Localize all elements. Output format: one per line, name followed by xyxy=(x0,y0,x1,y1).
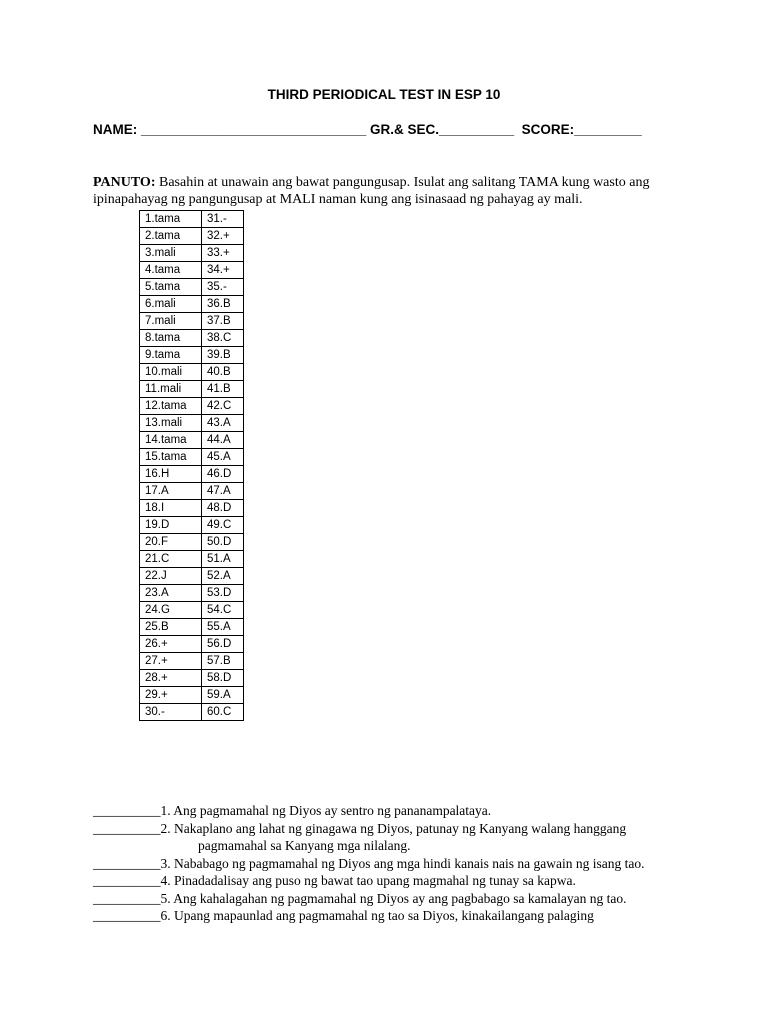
instructions-label: PANUTO: xyxy=(93,175,156,190)
answer-cell-right: 31.- xyxy=(202,211,244,228)
answer-cell-left: 25.B xyxy=(140,619,202,636)
answer-cell-right: 36.B xyxy=(202,296,244,313)
table-row xyxy=(140,381,244,398)
answer-cell-left: 18.I xyxy=(140,500,202,517)
answer-cell-right: 45.A xyxy=(202,449,244,466)
answer-cell-right: 46.D xyxy=(202,466,244,483)
answer-cell-right: 34.+ xyxy=(202,262,244,279)
table-row xyxy=(140,670,244,687)
answer-cell-right: 54.C xyxy=(202,602,244,619)
answer-cell-left: 10.mali xyxy=(140,364,202,381)
table-row xyxy=(140,517,244,534)
table-row xyxy=(140,211,244,228)
table-row xyxy=(140,415,244,432)
table-row xyxy=(140,296,244,313)
answer-cell-right: 42.C xyxy=(202,398,244,415)
question-item: __________3. Nababago ng pagmamahal ng Diyos ang mga hindi kanais nais na gawain ng isang tao. xyxy=(93,855,645,871)
answer-cell-right: 50.D xyxy=(202,534,244,551)
table-row xyxy=(140,262,244,279)
answer-cell-right: 52.A xyxy=(202,568,244,585)
answer-cell-right: 49.C xyxy=(202,517,244,534)
page-title: THIRD PERIODICAL TEST IN ESP 10 xyxy=(267,87,501,102)
table-row xyxy=(140,330,244,347)
section-field: GR.& SEC.__________ xyxy=(370,122,515,137)
table-row xyxy=(140,534,244,551)
question-item: __________5. Ang kahalagahan ng pagmamahal ng Diyos ay ang pagbabago sa kamalayan ng tao. xyxy=(93,890,627,906)
answer-cell-left: 24.G xyxy=(140,602,202,619)
answer-cell-right: 56.D xyxy=(202,636,244,653)
student-info-line xyxy=(93,122,693,137)
table-row xyxy=(140,245,244,262)
answer-cell-left: 9.tama xyxy=(140,347,202,364)
answer-cell-right: 39.B xyxy=(202,347,244,364)
table-row xyxy=(140,602,244,619)
table-row xyxy=(140,313,244,330)
table-row xyxy=(140,653,244,670)
table-row xyxy=(140,466,244,483)
answer-cell-left: 22.J xyxy=(140,568,202,585)
answer-cell-left: 14.tama xyxy=(140,432,202,449)
name-field: NAME: ______________________________ xyxy=(93,122,367,137)
answer-cell-right: 38.C xyxy=(202,330,244,347)
table-row xyxy=(140,687,244,704)
table-row xyxy=(140,432,244,449)
answer-cell-left: 8.tama xyxy=(140,330,202,347)
answer-cell-right: 35.- xyxy=(202,279,244,296)
answer-cell-left: 4.tama xyxy=(140,262,202,279)
answer-cell-right: 47.A xyxy=(202,483,244,500)
questions-list xyxy=(93,802,693,925)
table-row xyxy=(140,619,244,636)
question-continuation: pagmamahal sa Kanyang mga nilalang. xyxy=(198,838,411,853)
answer-cell-left: 27.+ xyxy=(140,653,202,670)
answer-cell-right: 40.B xyxy=(202,364,244,381)
table-row xyxy=(140,585,244,602)
instructions xyxy=(93,174,693,208)
table-row xyxy=(140,551,244,568)
answer-cell-left: 21.C xyxy=(140,551,202,568)
answer-cell-right: 57.B xyxy=(202,653,244,670)
table-row xyxy=(140,364,244,381)
question-item: __________4. Pinadadalisay ang puso ng bawat tao upang magmahal ng tunay sa kapwa. xyxy=(93,873,576,888)
answer-cell-right: 51.A xyxy=(202,551,244,568)
answer-cell-right: 37.B xyxy=(202,313,244,330)
answer-cell-left: 26.+ xyxy=(140,636,202,653)
table-row xyxy=(140,500,244,517)
answer-cell-left: 13.mali xyxy=(140,415,202,432)
answer-cell-right: 53.D xyxy=(202,585,244,602)
answer-cell-left: 19.D xyxy=(140,517,202,534)
table-row xyxy=(140,347,244,364)
answer-cell-left: 12.tama xyxy=(140,398,202,415)
table-row xyxy=(140,449,244,466)
answer-cell-left: 29.+ xyxy=(140,687,202,704)
question-item: __________1. Ang pagmamahal ng Diyos ay sentro ng pananampalataya. xyxy=(93,803,492,818)
answer-cell-left: 16.H xyxy=(140,466,202,483)
answer-cell-right: 58.D xyxy=(202,670,244,687)
answer-cell-left: 30.- xyxy=(140,704,202,721)
answer-cell-left: 1.tama xyxy=(140,211,202,228)
answer-cell-right: 41.B xyxy=(202,381,244,398)
table-row xyxy=(140,228,244,245)
table-row xyxy=(140,483,244,500)
answer-cell-left: 6.mali xyxy=(140,296,202,313)
answer-cell-left: 17.A xyxy=(140,483,202,500)
answer-cell-right: 33.+ xyxy=(202,245,244,262)
answer-cell-right: 59.A xyxy=(202,687,244,704)
table-row xyxy=(140,279,244,296)
instructions-text: Basahin at unawain ang bawat pangungusap. Isulat ang salitang TAMA kung wasto ang ipinapahayag ng pangungusap at MALI naman kung ang isinasaad ng pahayag ay mali. xyxy=(93,175,650,207)
answer-cell-left: 2.tama xyxy=(140,228,202,245)
answer-cell-right: 43.A xyxy=(202,415,244,432)
answer-cell-left: 15.tama xyxy=(140,449,202,466)
answer-cell-left: 3.mali xyxy=(140,245,202,262)
answer-cell-right: 48.D xyxy=(202,500,244,517)
answer-cell-left: 5.tama xyxy=(140,279,202,296)
question-item: __________2. Nakaplano ang lahat ng ginagawa ng Diyos, patunay ng Kanyang walang hanggang xyxy=(93,820,627,836)
answer-cell-left: 20.F xyxy=(140,534,202,551)
table-row xyxy=(140,568,244,585)
answer-cell-left: 11.mali xyxy=(140,381,202,398)
answer-cell-right: 55.A xyxy=(202,619,244,636)
score-field: SCORE:_________ xyxy=(521,122,642,137)
table-row xyxy=(140,636,244,653)
answer-cell-left: 7.mali xyxy=(140,313,202,330)
question-item: __________6. Upang mapaunlad ang pagmamahal ng tao sa Diyos, kinakailangang palaging xyxy=(93,908,594,923)
table-row xyxy=(140,398,244,415)
answer-key-table xyxy=(139,210,244,721)
answer-cell-right: 32.+ xyxy=(202,228,244,245)
answer-cell-right: 60.C xyxy=(202,704,244,721)
answer-cell-right: 44.A xyxy=(202,432,244,449)
answer-cell-left: 28.+ xyxy=(140,670,202,687)
answer-cell-left: 23.A xyxy=(140,585,202,602)
table-row xyxy=(140,704,244,721)
